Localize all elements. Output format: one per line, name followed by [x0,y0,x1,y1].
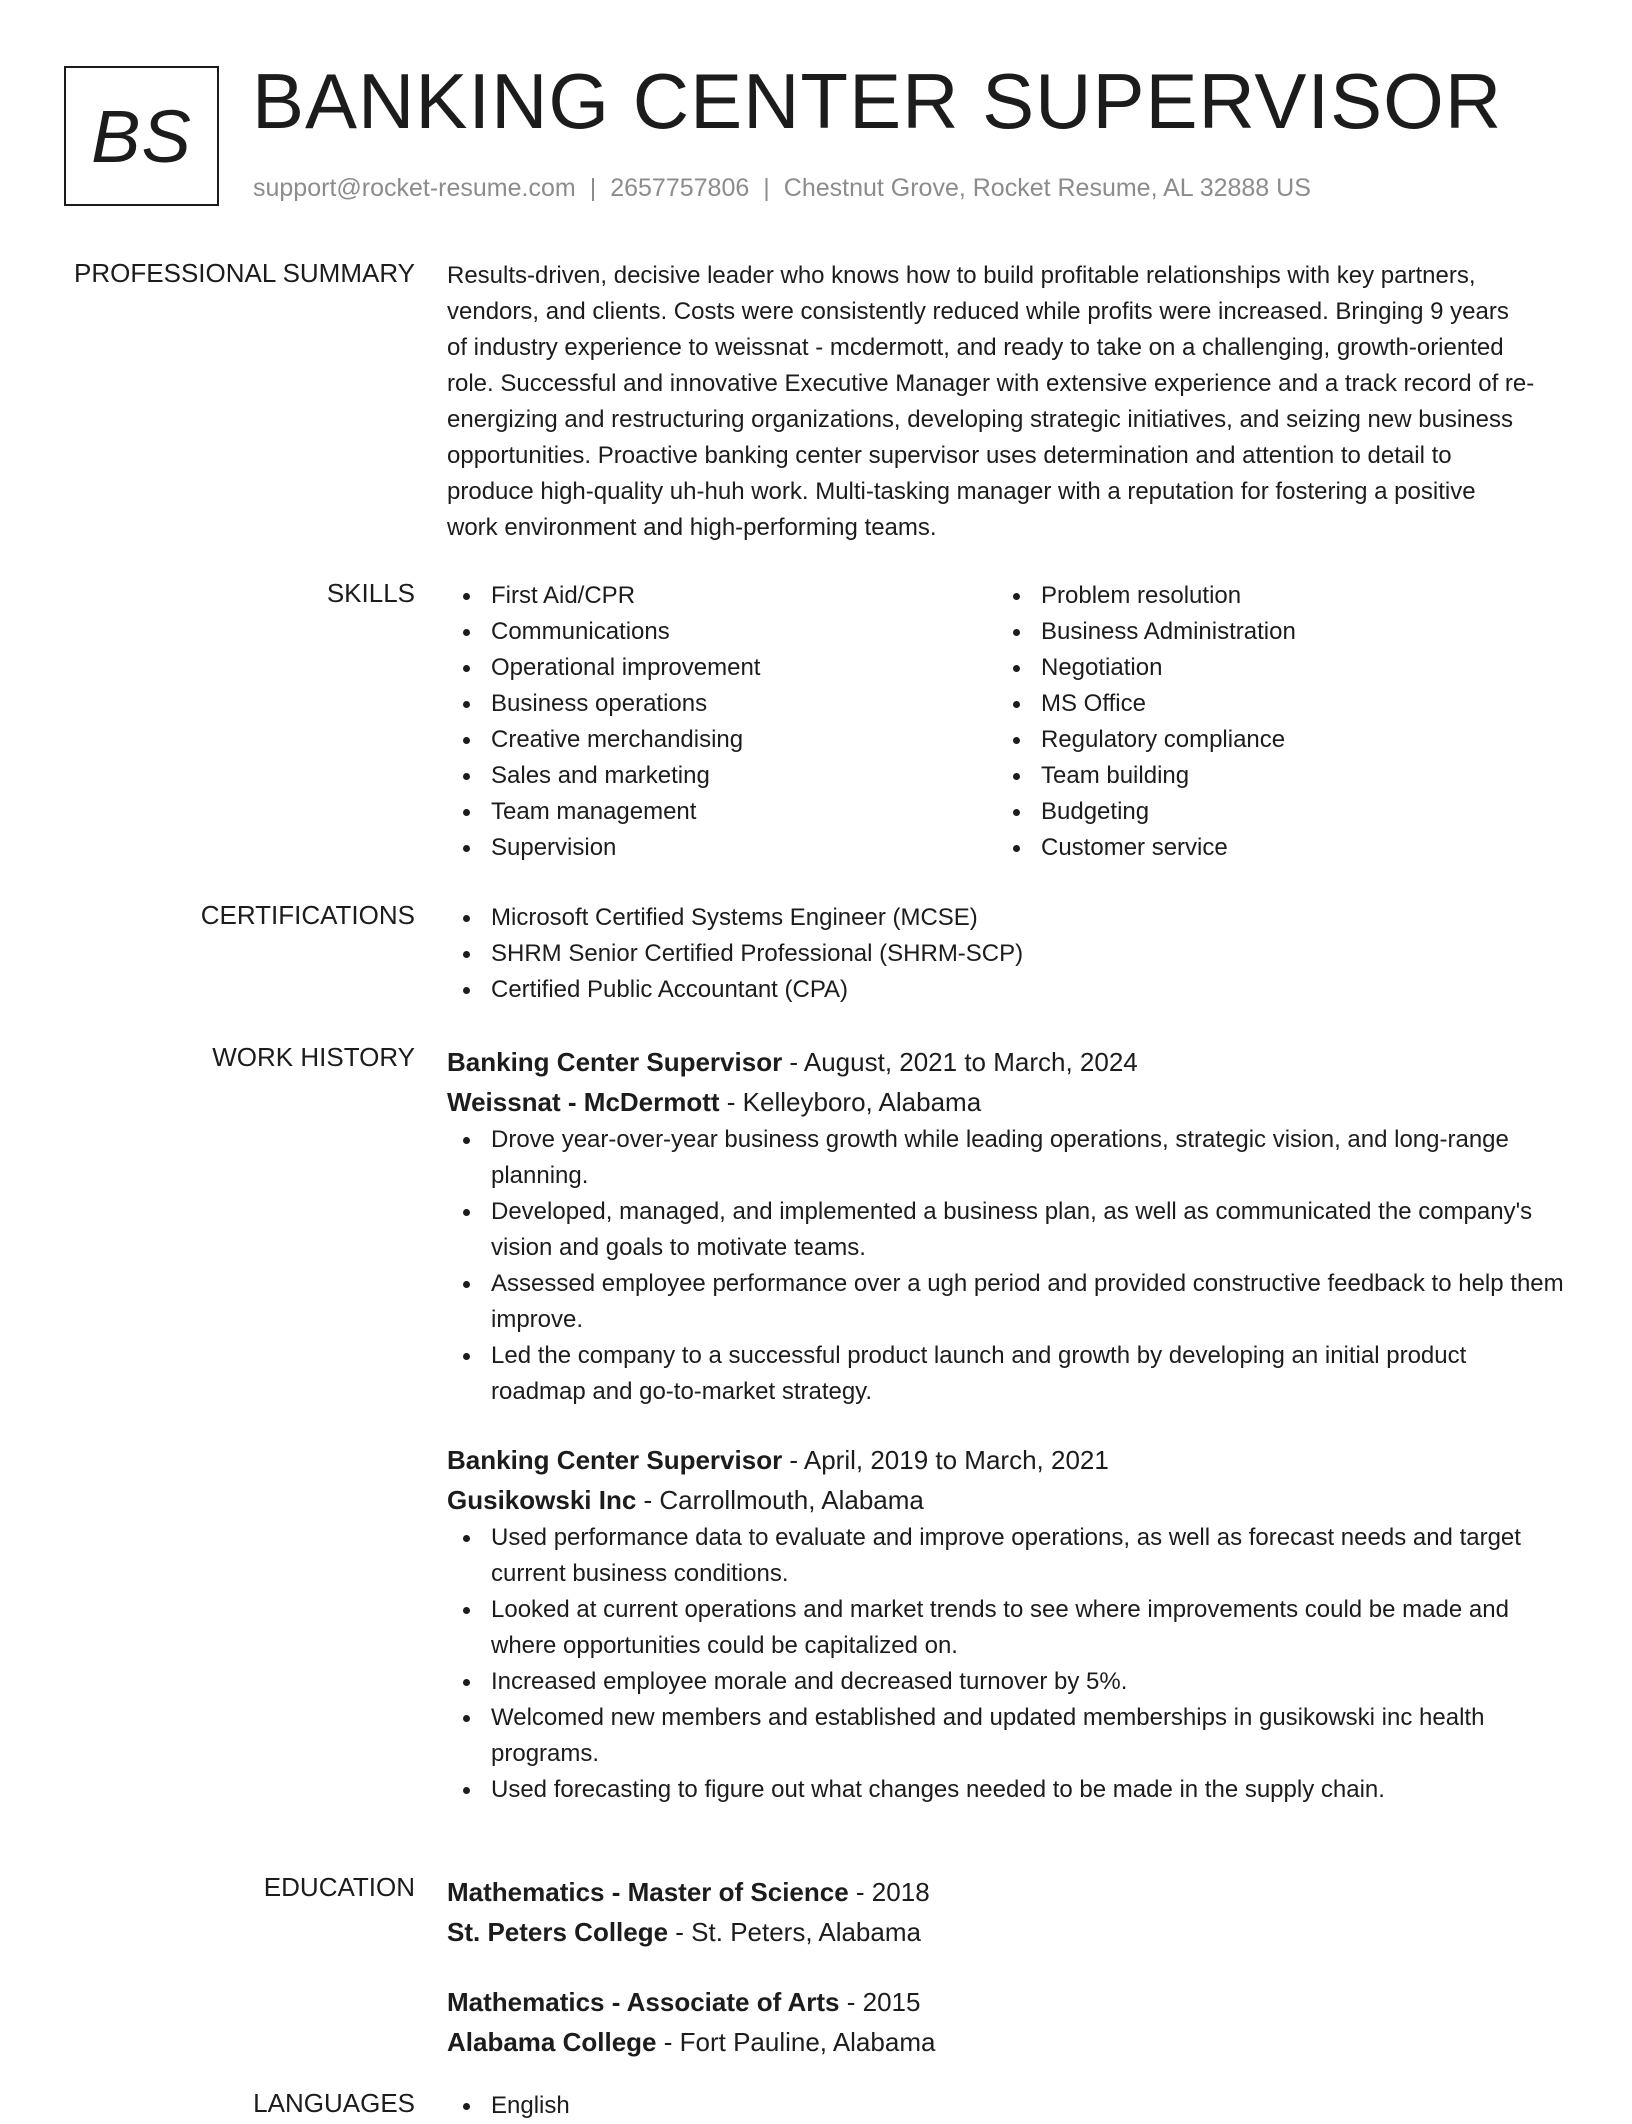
skill-item: Business operations [447,686,997,722]
skill-item: Team building [997,758,1547,794]
job-bullet: Used performance data to evaluate and improve operations, as well as forecast needs and target current business conditions. [447,1520,1567,1592]
job-location: - Kelleyboro, Alabama [719,1087,982,1117]
school: Alabama College [447,2027,657,2057]
degree-line [447,1872,1567,1912]
work-history-body [447,1042,1567,1808]
skill-item: Sales and marketing [447,758,997,794]
monogram-initials: BS [91,94,192,178]
job-bullet: Assessed employee performance over a ugh period and provided constructive feedback to help them improve. [447,1266,1567,1338]
section-label-work-history: WORK HISTORY [212,1042,415,1072]
job-entry [447,1440,1567,1808]
section-label-languages: LANGUAGES [253,2088,415,2118]
skill-item: Communications [447,614,997,650]
education-entry [447,1872,1567,1952]
school-line [447,1912,1567,1952]
school-location: - Fort Pauline, Alabama [656,2027,936,2057]
job-bullet: Drove year-over-year business growth while leading operations, strategic vision, and long-range planning. [447,1122,1567,1194]
contact-phone[interactable]: 2657757806 [610,174,750,202]
summary-line: vendors, and clients. Costs were consistently reduced while profits were increased. Bringing 9 years [447,298,1509,325]
summary-text [447,258,1567,546]
skill-item: Team management [447,794,997,830]
job-bullet: Increased employee morale and decreased turnover by 5%. [447,1664,1567,1700]
job-company: Weissnat - McDermott [447,1087,720,1117]
certifications-list [447,900,1567,1008]
summary-line: produce high-quality uh-huh work. Multi-tasking manager with a reputation for fostering a positive [447,478,1476,505]
summary-line: Results-driven, decisive leader who knows how to build profitable relationships with key partners, [447,262,1476,289]
job-bullet: Used forecasting to figure out what changes needed to be made in the supply chain. [447,1772,1567,1808]
skill-item: Operational improvement [447,650,997,686]
summary-line: opportunities. Proactive banking center supervisor uses determination and attention to detail to [447,442,1452,469]
skill-item: MS Office [997,686,1547,722]
contact-email[interactable]: support@rocket-resume.com [253,174,576,202]
certification-item: SHRM Senior Certified Professional (SHRM-SCP) [447,936,1567,972]
job-company: Gusikowski Inc [447,1485,637,1515]
skill-item: Supervision [447,830,997,866]
job-dates: - August, 2021 to March, 2024 [782,1047,1138,1077]
school-location: - St. Peters, Alabama [668,1917,921,1947]
degree: Mathematics - Associate of Arts [447,1987,840,2017]
summary-line: work environment and high-performing teams. [447,514,937,541]
job-company-line [447,1480,1567,1520]
job-entry [447,1042,1567,1410]
job-dates: - April, 2019 to March, 2021 [782,1445,1109,1475]
skills-list-left [447,578,997,866]
section-label-summary: PROFESSIONAL SUMMARY [74,258,415,288]
degree-year: - 2018 [848,1877,930,1907]
education-body [447,1872,1567,2062]
job-bullet: Welcomed new members and established and updated memberships in gusikowski inc health programs. [447,1700,1567,1772]
contact-address: Chestnut Grove, Rocket Resume, AL 32888 US [783,174,1311,202]
summary-line: energizing and restructuring organizations, developing strategic initiatives, and seizing new business [447,406,1513,433]
skill-item: Budgeting [997,794,1547,830]
job-bullet: Looked at current operations and market trends to see where improvements could be made and where opportunities could be capitalized on. [447,1592,1567,1664]
contact-line [253,174,1311,203]
skill-item: Customer service [997,830,1547,866]
job-location: - Carrollmouth, Alabama [636,1485,924,1515]
skill-item: Business Administration [997,614,1547,650]
section-label-skills: SKILLS [326,578,415,608]
job-title-line [447,1440,1567,1480]
summary-line: role. Successful and innovative Executive Manager with extensive experience and a track record of re- [447,370,1535,397]
skill-item: Regulatory compliance [997,722,1547,758]
skill-item: Problem resolution [997,578,1547,614]
job-bullets [447,1122,1567,1410]
certification-item: Microsoft Certified Systems Engineer (MCSE) [447,900,1567,936]
skill-item: Creative merchandising [447,722,997,758]
school-line [447,2022,1567,2062]
job-company-line [447,1082,1567,1122]
job-title: Banking Center Supervisor [447,1047,783,1077]
skills-list-right [997,578,1547,866]
certifications-body [447,900,1567,1008]
section-label-education: EDUCATION [263,1872,415,1902]
contact-separator: | [589,174,597,202]
resume-title: BANKING CENTER SUPERVISOR [252,57,1503,145]
summary-line: of industry experience to weissnat - mcdermott, and ready to take on a challenging, growth-oriented [447,334,1504,361]
job-bullets [447,1520,1567,1808]
job-bullet: Led the company to a successful product launch and growth by developing an initial product roadmap and go-to-market strategy. [447,1338,1567,1410]
certification-item: Certified Public Accountant (CPA) [447,972,1567,1008]
job-bullet: Developed, managed, and implemented a business plan, as well as communicated the company's vision and goals to motivate teams. [447,1194,1567,1266]
degree-line [447,1982,1567,2022]
languages-body [447,2088,1567,2124]
skills-grid [447,578,1567,866]
job-title-line [447,1042,1567,1082]
degree: Mathematics - Master of Science [447,1877,849,1907]
skill-item: Negotiation [997,650,1547,686]
monogram-box [64,66,219,206]
skill-item: First Aid/CPR [447,578,997,614]
school: St. Peters College [447,1917,669,1947]
section-label-certifications: CERTIFICATIONS [200,900,415,930]
contact-separator: | [763,174,770,202]
language-item: English [447,2088,1567,2124]
job-title: Banking Center Supervisor [447,1445,783,1475]
languages-list [447,2088,1567,2124]
education-entry [447,1982,1567,2062]
degree-year: - 2015 [839,1987,921,2017]
